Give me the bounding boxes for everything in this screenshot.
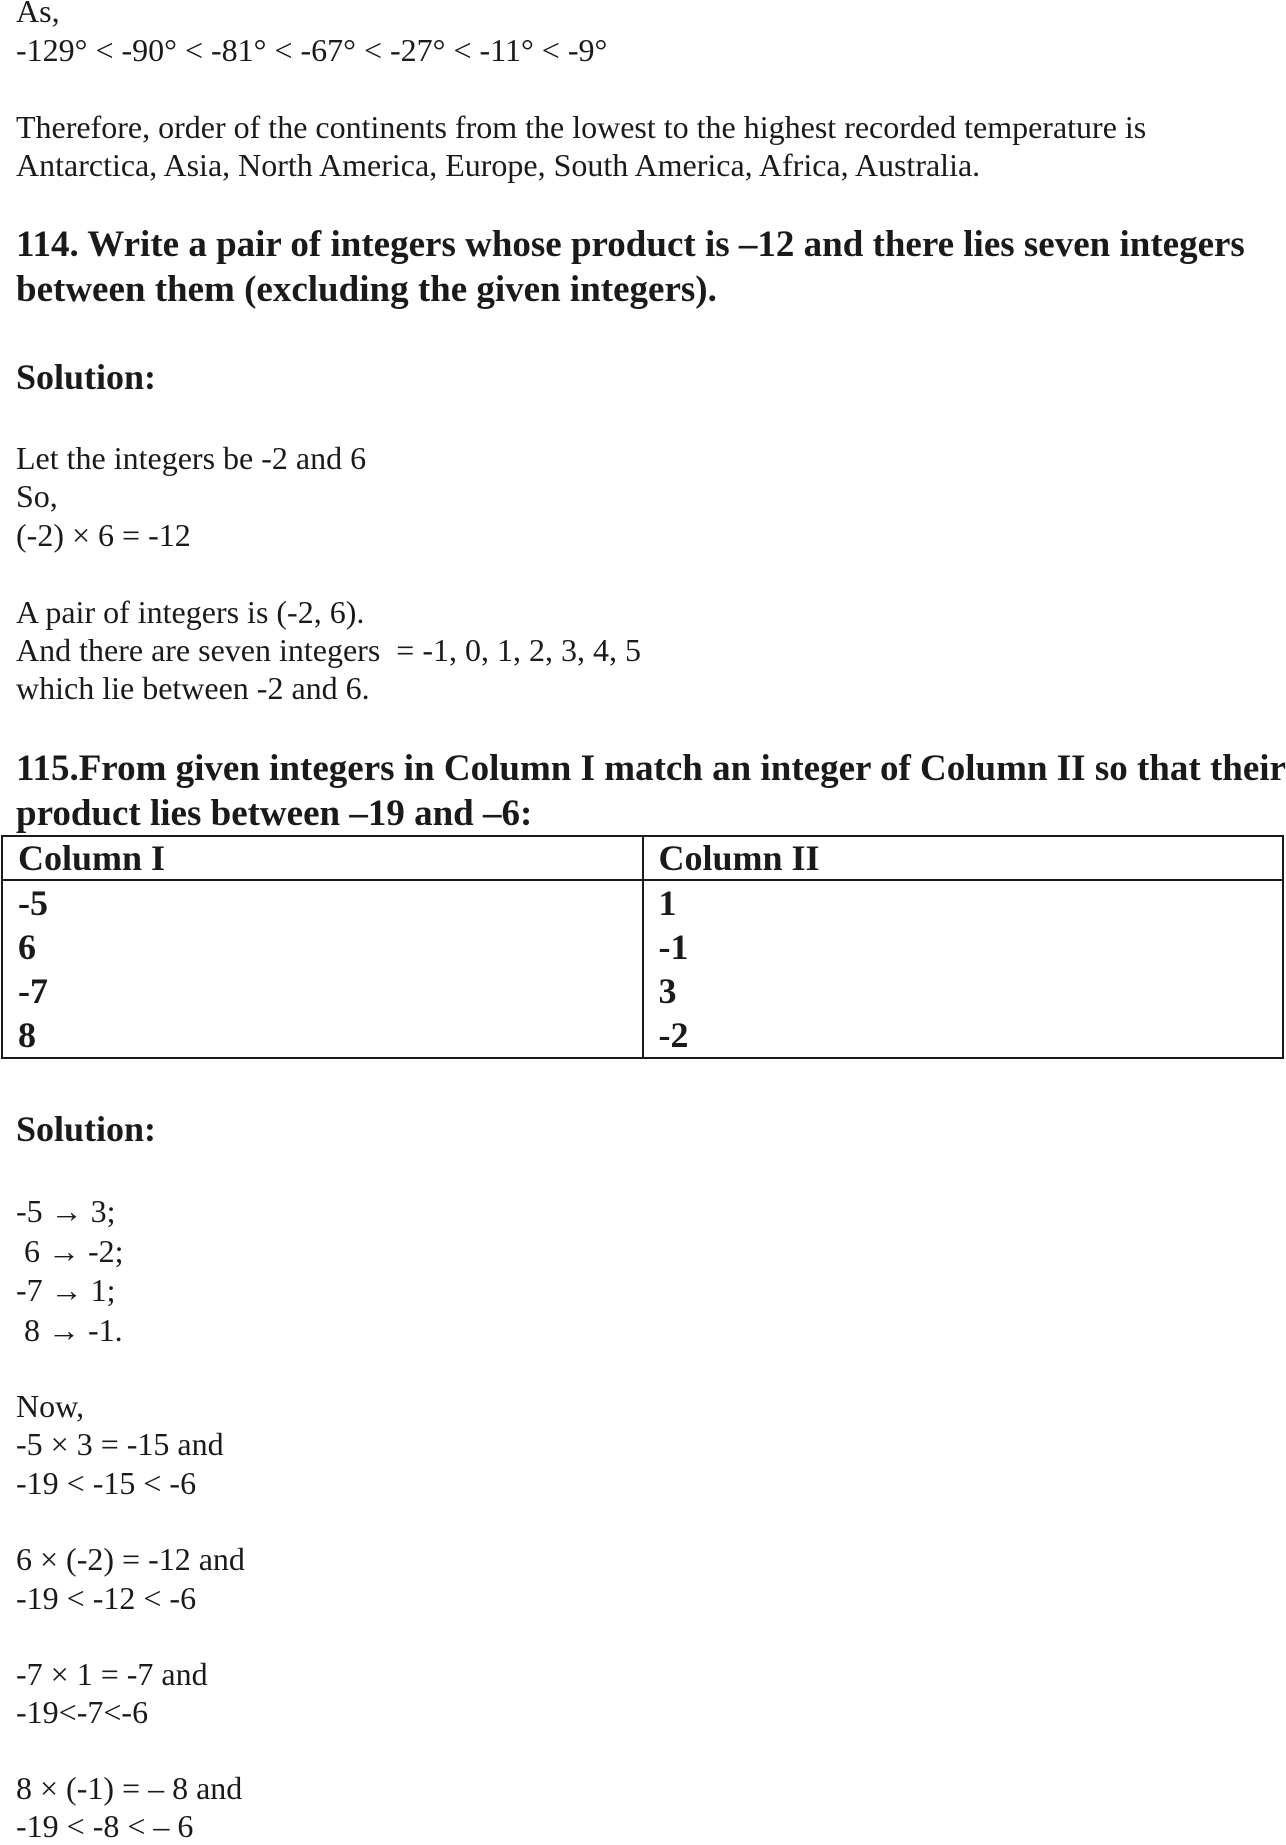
q114-line-5: And there are seven integers = -1, 0, 1, 2, 3, 4, 5: [16, 632, 641, 668]
mapping-line-1: -5 → 3;: [16, 1193, 116, 1229]
work-line-8: -19 < -8 < – 6: [16, 1808, 194, 1844]
table-header-row: [2, 836, 1283, 880]
work-line-2: -19 < -15 < -6: [16, 1465, 197, 1501]
table-cell: 8: [2, 1013, 643, 1058]
table-row: [2, 925, 1283, 969]
question-115-heading: 115.From given integers in Column I match an integer of Column II so that their product lies between –19 and –6:: [16, 748, 1286, 834]
q114-line-1: Let the integers be -2 and 6: [16, 440, 367, 476]
work-line-5: -7 × 1 = -7 and: [16, 1656, 208, 1692]
conclusion-paragraph: Therefore, order of the continents from the lowest to the highest recorded temperature is Antarctica, Asia, North America, Europe, South America, Africa, Australia.: [16, 109, 1147, 183]
table-cell: 6: [2, 925, 643, 969]
text-as: As,: [16, 0, 60, 29]
temperature-order: -129° < -90° < -81° < -67° < -27° < -11° < -9°: [16, 32, 608, 68]
text-now: Now,: [16, 1388, 85, 1424]
q114-line-3: (-2) × 6 = -12: [16, 517, 191, 553]
mapping-line-4: 8 → -1.: [16, 1312, 123, 1348]
column-i-header: Column I: [2, 836, 643, 880]
q114-line-4: A pair of integers is (-2, 6).: [16, 594, 365, 630]
table-row: [2, 1013, 1283, 1058]
work-line-6: -19<-7<-6: [16, 1694, 149, 1730]
table-cell: 3: [643, 969, 1284, 1013]
q114-line-6: which lie between -2 and 6.: [16, 670, 370, 706]
work-line-7: 8 × (-1) = – 8 and: [16, 1770, 243, 1806]
solution-114-label: Solution:: [16, 357, 157, 397]
mapping-line-2: 6 → -2;: [16, 1233, 124, 1269]
question-114-heading: 114. Write a pair of integers whose product is –12 and there lies seven integers between them (excluding the given integers).: [16, 224, 1245, 310]
table-cell: -5: [2, 880, 643, 925]
work-line-3: 6 × (-2) = -12 and: [16, 1541, 245, 1577]
work-line-1: -5 × 3 = -15 and: [16, 1426, 224, 1462]
table-cell: -7: [2, 969, 643, 1013]
column-ii-header: Column II: [643, 836, 1284, 880]
mapping-line-3: -7 → 1;: [16, 1272, 116, 1308]
table-cell: -1: [643, 925, 1284, 969]
table-cell: 1: [643, 880, 1284, 925]
table-row: [2, 880, 1283, 925]
work-line-4: -19 < -12 < -6: [16, 1580, 197, 1616]
q114-line-2: So,: [16, 478, 58, 514]
table-cell: -2: [643, 1013, 1284, 1058]
match-table: [1, 835, 1284, 1059]
table-row: [2, 969, 1283, 1013]
solution-115-label: Solution:: [16, 1109, 157, 1149]
